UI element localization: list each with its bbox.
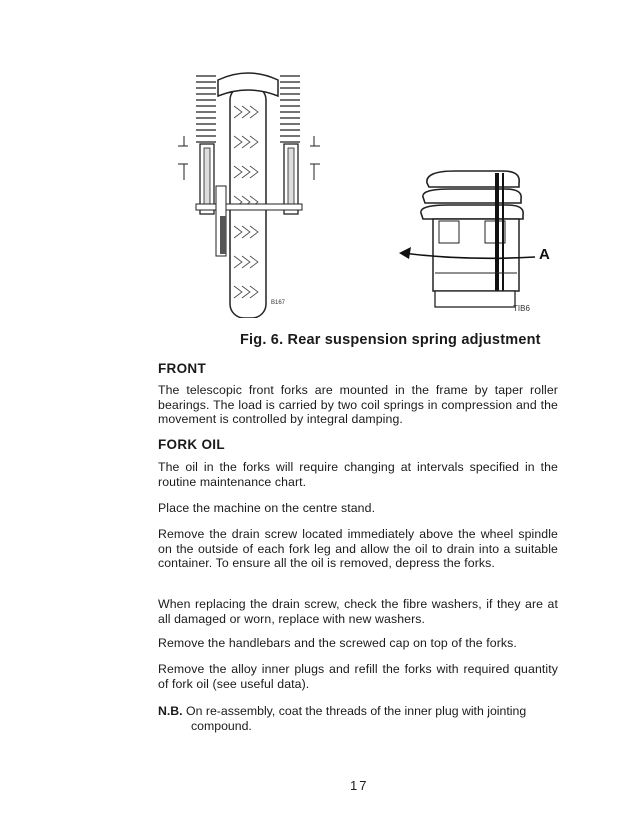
pointer-label: A: [539, 246, 550, 263]
note-text-continued: compound.: [191, 718, 252, 733]
fork-oil-paragraph: Remove the alloy inner plugs and refill the forks with required quantity of fork oil (see useful data).: [158, 662, 558, 691]
right-figure-label: TIB6: [513, 304, 530, 313]
fork-oil-paragraph: Remove the drain screw located immediately above the wheel spindle on the outside of each fork leg and allow the oil to drain into a suitable container. To ensure all the oil is removed, depress the forks.: [158, 527, 558, 570]
fork-oil-paragraph: Place the machine on the centre stand.: [158, 501, 376, 515]
note-label: N.B.: [158, 704, 183, 718]
front-paragraph: The telescopic front forks are mounted in the frame by taper roller bearings. The load is carried by two coil springs in compression and the movement is controlled by integral damping.: [158, 383, 558, 426]
fork-oil-paragraph: When replacing the drain screw, check the fibre washers, if they are at all damaged or worn, replace with new washers.: [158, 597, 558, 626]
section-heading-fork-oil: FORK OIL: [158, 437, 225, 452]
fork-illustration: [168, 66, 330, 318]
section-heading-front: FRONT: [158, 361, 206, 376]
note-text: On re-assembly, coat the threads of the inner plug with jointing: [186, 704, 527, 718]
left-figure-label: B167: [271, 300, 286, 306]
fork-oil-paragraph: The oil in the forks will require changing at intervals specified in the routine maintenance chart.: [158, 460, 558, 489]
fork-oil-paragraph: Remove the handlebars and the screwed cap on top of the forks.: [158, 636, 517, 650]
page-number: 17: [350, 778, 369, 793]
spring-illustration: [395, 165, 565, 320]
figure-caption: Fig. 6. Rear suspension spring adjustment: [240, 332, 541, 348]
note-block: [158, 704, 560, 733]
